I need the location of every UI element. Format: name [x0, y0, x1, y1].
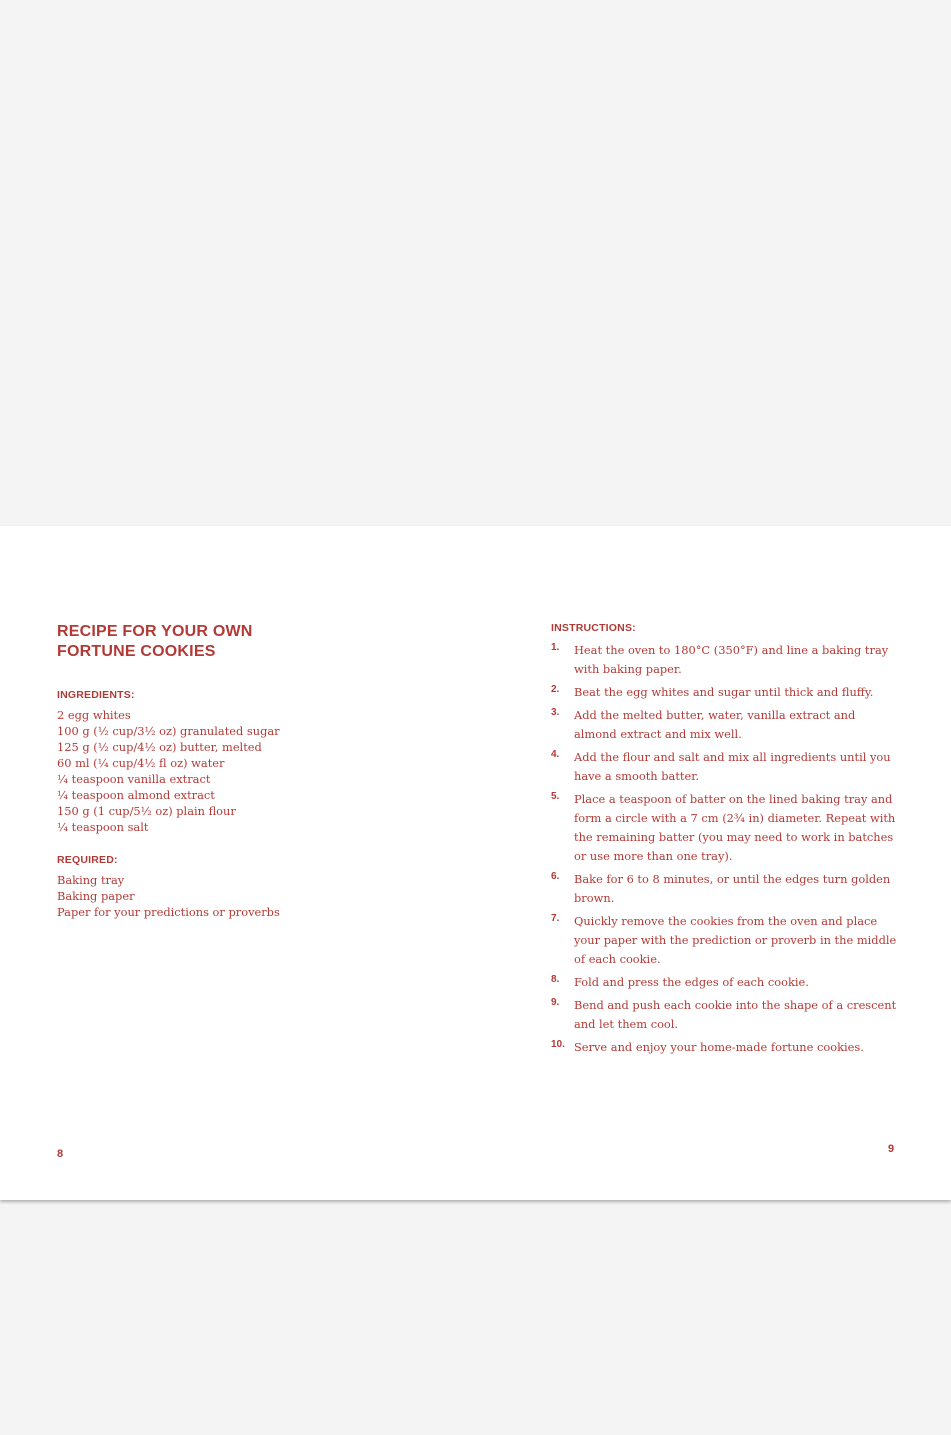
step-text: Add the melted butter, water, vanilla extract and almond extract and mix well.: [574, 708, 856, 741]
step-number: 4.: [551, 749, 560, 760]
ingredient-item: 2 egg whites: [57, 708, 131, 722]
instruction-step: [551, 1036, 901, 1055]
page-number-left: 8: [57, 1148, 64, 1160]
step-text: Beat the egg whites and sugar until thick and fluffy.: [574, 685, 874, 699]
step-number: 2.: [551, 684, 560, 695]
step-text: Heat the oven to 180°C (350°F) and line a baking tray with baking paper.: [574, 643, 889, 676]
instructions-list: [551, 639, 901, 1059]
step-number: 1.: [551, 642, 560, 653]
instruction-step: [551, 681, 901, 700]
instruction-step: [551, 746, 901, 784]
step-text: Quickly remove the cookies from the oven and place your paper with the prediction or proverb in the middle of each cookie.: [574, 914, 897, 966]
instruction-step: [551, 868, 901, 906]
ingredients-heading: INGREDIENTS:: [57, 689, 135, 701]
instruction-step: [551, 994, 901, 1032]
required-item: Baking tray: [57, 873, 125, 887]
page-number-right: 9: [888, 1143, 895, 1155]
book-spread: [0, 526, 951, 1200]
recipe-title: [57, 622, 253, 662]
instruction-step: [551, 639, 901, 677]
step-text: Serve and enjoy your home-made fortune cookies.: [574, 1040, 864, 1054]
step-number: 3.: [551, 707, 560, 718]
ingredient-item: 60 ml (¼ cup/4½ fl oz) water: [57, 756, 225, 770]
instruction-step: [551, 971, 901, 990]
step-text: Bake for 6 to 8 minutes, or until the edges turn golden brown.: [574, 872, 891, 905]
required-list: [57, 872, 280, 920]
step-number: 5.: [551, 791, 560, 802]
ingredient-item: 125 g (½ cup/4½ oz) butter, melted: [57, 740, 262, 754]
step-text: Bend and push each cookie into the shape of a crescent and let them cool.: [574, 998, 897, 1031]
ingredient-item: 150 g (1 cup/5½ oz) plain flour: [57, 804, 236, 818]
step-text: Add the flour and salt and mix all ingredients until you have a smooth batter.: [574, 750, 891, 783]
instruction-step: [551, 910, 901, 967]
ingredient-item: ¼ teaspoon vanilla extract: [57, 772, 211, 786]
instruction-step: [551, 788, 901, 864]
required-item: Paper for your predictions or proverbs: [57, 905, 280, 919]
step-number: 8.: [551, 974, 560, 985]
step-number: 7.: [551, 913, 560, 924]
step-number: 6.: [551, 871, 560, 882]
ingredient-item: ¼ teaspoon almond extract: [57, 788, 215, 802]
step-number: 9.: [551, 997, 560, 1008]
ingredient-item: 100 g (½ cup/3½ oz) granulated sugar: [57, 724, 280, 738]
step-text: Place a teaspoon of batter on the lined baking tray and form a circle with a 7 cm (2¾ in) diameter. Repeat with the remaining batter (you may need to work in batches or use more than one tray).: [574, 792, 896, 863]
step-text: Fold and press the edges of each cookie.: [574, 975, 809, 989]
required-heading: REQUIRED:: [57, 854, 118, 866]
ingredient-item: ¼ teaspoon salt: [57, 820, 149, 834]
instruction-step: [551, 704, 901, 742]
step-number: 10.: [551, 1039, 565, 1050]
instructions-heading: INSTRUCTIONS:: [551, 622, 636, 634]
title-line-1: RECIPE FOR YOUR OWN: [57, 623, 253, 640]
ingredients-list: [57, 707, 280, 835]
title-line-2: FORTUNE COOKIES: [57, 643, 216, 660]
required-item: Baking paper: [57, 889, 135, 903]
